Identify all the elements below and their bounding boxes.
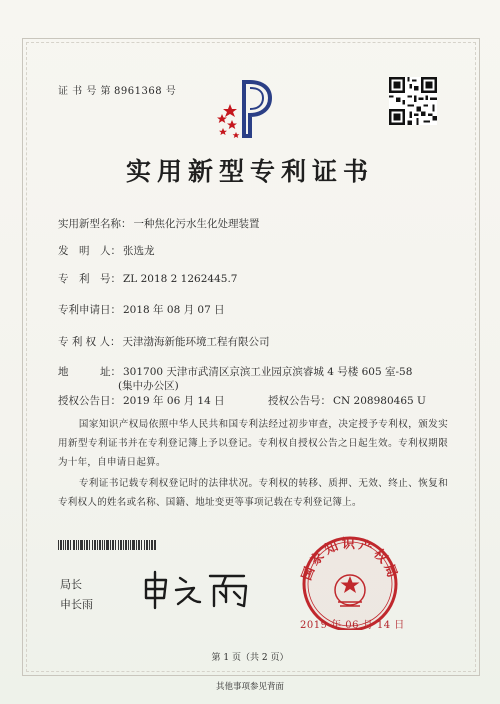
field-grant-date (58, 393, 225, 408)
field-label: 专 利 号： (58, 273, 121, 285)
official-seal-icon (294, 530, 406, 630)
field-value: CN 208980465 U (333, 395, 426, 407)
field-grant-number (268, 393, 426, 408)
svg-text:国家知识产权局: 国家知识产权局 (299, 537, 401, 583)
field-model-name (58, 216, 260, 231)
footer-note: 其他事项参见背面 (215, 682, 284, 692)
field-value: 2018 年 08 月 07 日 (123, 304, 225, 316)
field-value: 天津渤海新能环境工程有限公司 (122, 336, 270, 348)
certificate-number-value: 8961368 号 (114, 86, 177, 97)
field-label: 授权公告号： (268, 395, 331, 407)
patent-office-emblem-icon (210, 76, 288, 144)
page-title: 实用新型专利证书 (125, 157, 374, 186)
field-label: 实用新型名称： (58, 218, 132, 230)
certificate-number (58, 82, 176, 97)
field-label: 专利申请日： (58, 304, 121, 316)
field-address (58, 364, 412, 379)
field-value: 2019 年 06 月 14 日 (123, 395, 225, 407)
barcode-icon (58, 540, 156, 550)
field-inventor (58, 243, 155, 258)
director-name: 申长雨 (60, 598, 93, 611)
field-value: (集中办公区) (118, 380, 179, 392)
body-paragraph: 国家知识产权局依照中华人民共和国专利法经过初步审查，决定授予专利权，颁发实用新型专利证书并在专利登记簿上予以登记。专利权自授权公告之日起生效。专利权期限为十年，自申请日起算。 (58, 419, 448, 468)
qr-code-icon (389, 77, 437, 125)
certificate-number-label: 证 书 号 第 (58, 86, 112, 97)
field-value: 张选龙 (123, 245, 155, 257)
field-value: ZL 2018 2 1262445.7 (123, 273, 238, 285)
field-label: 地 址： (58, 366, 121, 378)
body-paragraph: 专利证书记载专利权登记时的法律状况。专利权的转移、质押、无效、终止、恢复和专利权人的姓名或名称、国籍、地址变更等事项记载在专利登记簿上。 (58, 478, 448, 508)
page-number: 第 1 页（共 2 页） (211, 653, 289, 663)
signature-icon (140, 568, 260, 612)
field-label: 专 利 权 人： (58, 336, 121, 348)
field-label: 授权公告日： (58, 395, 121, 407)
field-patentee (58, 334, 270, 349)
field-value: 301700 天津市武清区京滨工业园京滨睿城 4 号楼 605 室-58 (123, 366, 413, 378)
field-value: 一种焦化污水生化处理装置 (133, 218, 260, 230)
field-address-line2 (118, 378, 179, 393)
field-label: 发 明 人： (58, 245, 121, 257)
field-filing-date (58, 302, 225, 317)
seal-date: 2019 年 06 月 14 日 (300, 620, 405, 631)
field-patent-number (58, 271, 237, 286)
director-title: 局长 (60, 578, 82, 591)
